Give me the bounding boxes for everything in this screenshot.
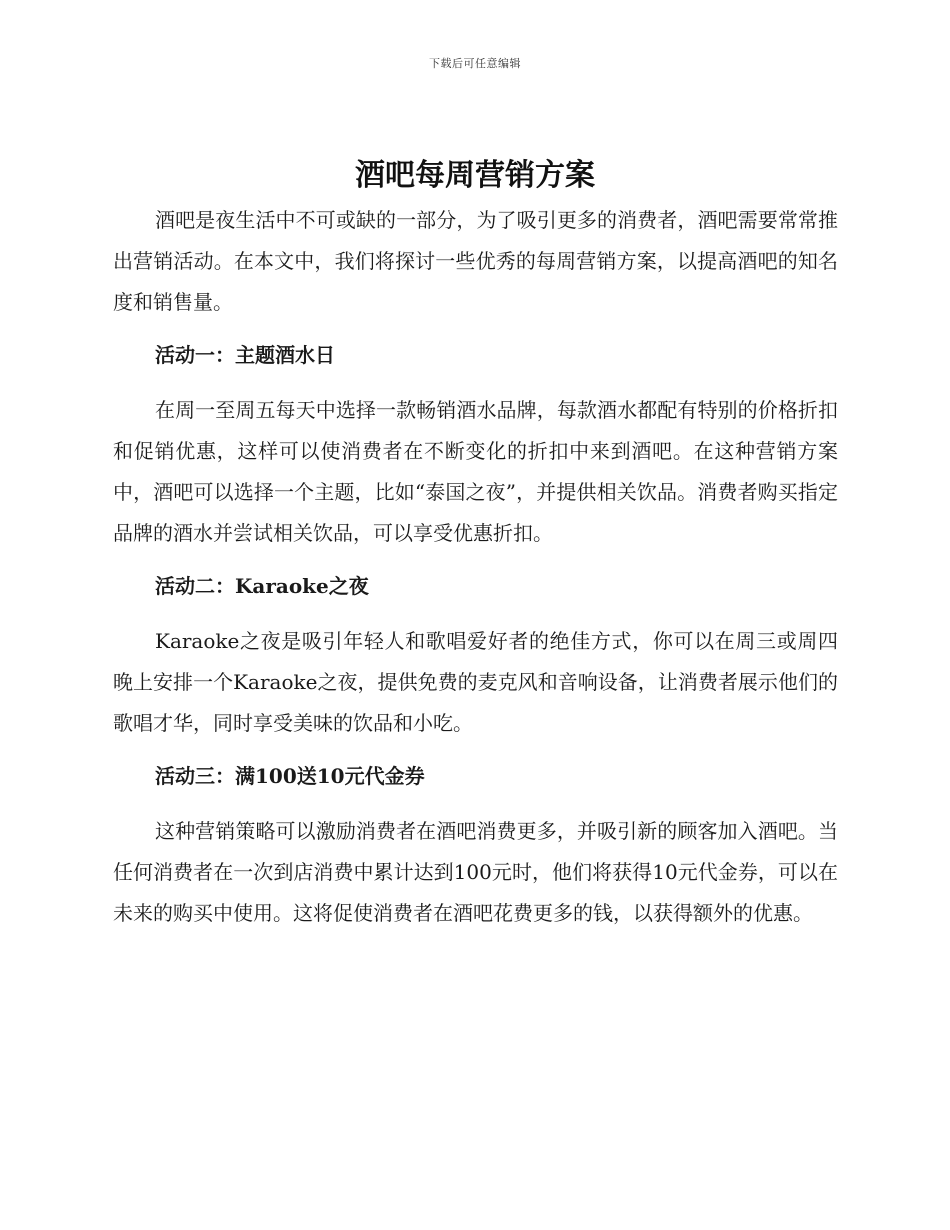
document-body (113, 200, 838, 946)
header-note: 下载后可任意编辑 (429, 57, 521, 70)
section-heading: 活动二：Karaoke之夜 (155, 574, 369, 598)
section-heading: 活动三：满100送10元代金券 (155, 764, 425, 788)
section-1 (113, 335, 838, 554)
document-title: 酒吧每周营销方案 (355, 158, 595, 193)
section-paragraph: Karaoke之夜是吸引年轻人和歌唱爱好者的绝佳方式，你可以在周三或周四晚上安排一个Karaoke之夜，提供免费的麦克风和音响设备，让消费者展示他们的歌唱才华，同时享受美味的饮品和小吃。 (113, 629, 838, 735)
intro-paragraph: 酒吧是夜生活中不可或缺的一部分，为了吸引更多的消费者，酒吧需要常常推出营销活动。在本文中，我们将探讨一些优秀的每周营销方案，以提高酒吧的知名度和销售量。 (113, 208, 838, 314)
section-paragraph: 这种营销策略可以激励消费者在酒吧消费更多，并吸引新的顾客加入酒吧。当任何消费者在一次到店消费中累计达到100元时，他们将获得10元代金券，可以在未来的购买中使用。这将促使消费者在酒吧花费更多的钱，以获得额外的优惠。 (113, 819, 838, 925)
section-paragraph: 在周一至周五每天中选择一款畅销酒水品牌，每款酒水都配有特别的价格折扣和促销优惠，这样可以使消费者在不断变化的折扣中来到酒吧。在这种营销方案中，酒吧可以选择一个主题，比如“泰国之夜”，并提供相关饮品。消费者购买指定品牌的酒水并尝试相关饮品，可以享受优惠折扣。 (113, 398, 838, 545)
section-2 (113, 566, 838, 744)
section-heading: 活动一：主题酒水日 (155, 343, 335, 367)
section-3 (113, 756, 838, 934)
